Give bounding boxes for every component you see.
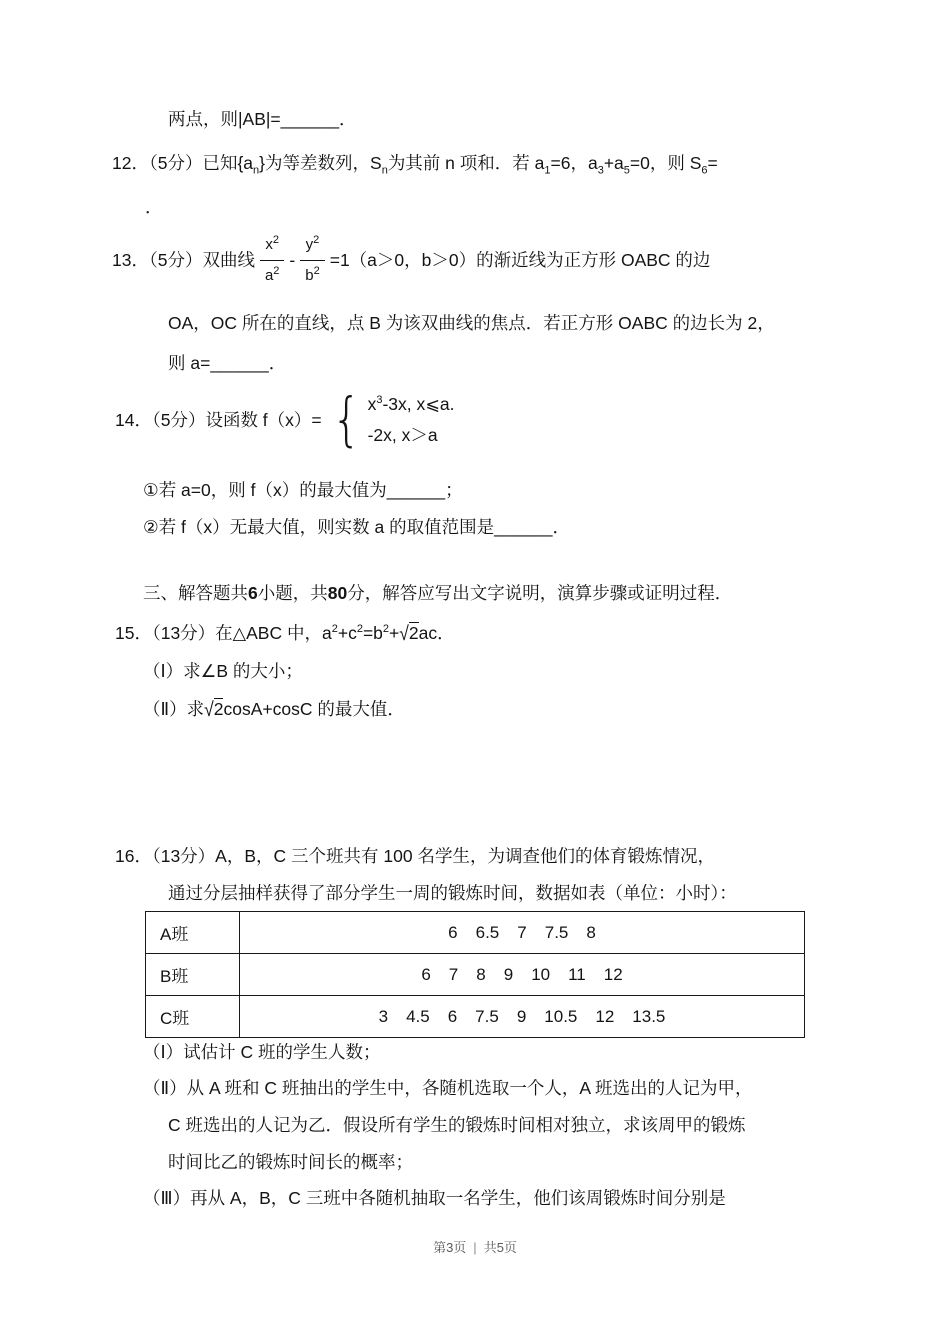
exponent: 2 xyxy=(356,623,363,636)
question-16-part-3 xyxy=(143,1185,726,1211)
text-run: （Ⅱ）求 xyxy=(143,699,205,719)
denominator xyxy=(260,261,284,290)
footer-total-pages: 共5页 xyxy=(483,1240,517,1255)
row-values xyxy=(240,954,805,996)
text-run: （Ⅲ）再从 A，B，C 三班中各随机抽取一名学生，他们该周锻炼时间分别是 xyxy=(143,1188,726,1208)
text-run: 12．（5分）已知{a xyxy=(112,153,254,173)
text-run: 14．（5分）设函数 f（x）= xyxy=(115,410,322,430)
radicand: 2 xyxy=(213,699,224,719)
text-run: OA，OC 所在的直线，点 B 为该双曲线的焦点．若正方形 OABC 的边长为 2， xyxy=(168,313,775,333)
cell-value: 7 xyxy=(448,964,459,984)
text-run: ． xyxy=(145,197,163,217)
text-run: （Ⅰ）试估计 C 班的学生人数； xyxy=(143,1042,381,1062)
section-3-heading xyxy=(143,580,732,606)
exponent: 2 xyxy=(313,233,320,246)
text-run: 两点，则|AB|=______． xyxy=(168,109,357,129)
fraction-y2-b2 xyxy=(300,231,324,290)
cell-value: 9 xyxy=(516,1006,527,1026)
sqrt-2 xyxy=(204,696,223,722)
text-run: +c xyxy=(337,623,357,643)
cell-value: 7.5 xyxy=(544,922,569,942)
cell-value: 4.5 xyxy=(406,1006,430,1026)
page-footer xyxy=(0,1237,950,1256)
fraction-x2-a2 xyxy=(260,231,284,290)
cell-value: 6 xyxy=(447,1006,458,1026)
cell-value: 6 xyxy=(448,922,458,942)
cell-value: 12 xyxy=(595,1006,615,1026)
cell-value: 7.5 xyxy=(475,1006,499,1026)
question-15 xyxy=(115,620,455,646)
text-run: =6，a xyxy=(550,153,598,173)
question-13-line-3 xyxy=(168,350,286,376)
table-row-a xyxy=(146,912,805,954)
subscript: 1 xyxy=(544,164,551,177)
question-12-continuation xyxy=(145,194,163,220)
cell-value: 6 xyxy=(421,964,431,984)
question-12 xyxy=(112,150,718,176)
text-run: x xyxy=(265,235,273,253)
question-14-part-1 xyxy=(143,477,463,503)
exponent: 2 xyxy=(313,264,320,277)
text-run: =1（a＞0，b＞0）的渐近线为正方形 OABC 的边 xyxy=(329,250,711,270)
text-run: 15．（13分）在△ABC 中，a xyxy=(115,623,332,643)
row-label: C班 xyxy=(146,996,240,1038)
text-run: 小题，共 xyxy=(257,583,328,603)
cell-value: 12 xyxy=(603,964,623,984)
cell-value: 8 xyxy=(586,922,596,942)
text-run: ac． xyxy=(418,623,455,643)
table-row-c xyxy=(146,996,805,1038)
cell-value: 9 xyxy=(503,964,514,984)
exponent: 2 xyxy=(272,233,279,246)
cell-value: 10 xyxy=(531,964,551,984)
text-run: 16．（13分）A，B，C 三个班共有 100 名学生，为调查他们的体育锻炼情况， xyxy=(115,846,715,866)
text-run: 三、解答题共 xyxy=(143,583,248,603)
text-run: 为其前 n 项和．若 a xyxy=(387,153,545,173)
row-values xyxy=(240,996,805,1038)
text-run: + xyxy=(389,623,400,643)
question-16-line-1 xyxy=(115,843,715,869)
text-run: -3x, x⩽a. xyxy=(382,394,455,414)
cell-value: 13.5 xyxy=(632,1006,666,1026)
exponent: 2 xyxy=(331,623,338,636)
text-run: （Ⅰ）求∠B 的大小； xyxy=(143,661,303,681)
left-brace: { xyxy=(331,385,361,454)
case-1 xyxy=(368,389,455,420)
piecewise-cases xyxy=(368,389,455,451)
radical-symbol: √ xyxy=(204,697,214,721)
footer-page-number: 第3页 xyxy=(433,1240,467,1255)
row-label: A班 xyxy=(146,912,240,954)
text-run: }为等差数列，S xyxy=(259,153,382,173)
text-run: ①若 a=0，则 f（x）的最大值为______； xyxy=(143,480,463,500)
text-run: =b xyxy=(362,623,383,643)
text-run: 通过分层抽样获得了部分学生一周的锻炼时间，数据如表（单位：小时）： xyxy=(168,883,737,903)
text-run: 时间比乙的锻炼时间长的概率； xyxy=(168,1152,413,1172)
text-run: 分，解答应写出文字说明，演算步骤或证明过程． xyxy=(347,583,733,603)
text-run: 13．（5分）双曲线 xyxy=(112,250,255,270)
subscript: n xyxy=(381,164,388,177)
exercise-time-table xyxy=(145,911,805,1038)
numerator xyxy=(260,231,284,261)
text-run: a xyxy=(264,266,274,284)
text-run: C 班选出的人记为乙．假设所有学生的锻炼时间相对独立，求该周甲的锻炼 xyxy=(168,1115,746,1135)
text-run: =0，则 S xyxy=(629,153,702,173)
row-label: B班 xyxy=(146,954,240,996)
text-run: = xyxy=(707,153,718,173)
cell-value: 10.5 xyxy=(544,1006,578,1026)
count-bold: 6 xyxy=(248,583,258,603)
question-14 xyxy=(115,386,454,454)
question-16-line-2 xyxy=(168,880,737,906)
text-run: （Ⅱ）从 A 班和 C 班抽出的学生中，各随机选取一个人，A 班选出的人记为甲， xyxy=(143,1078,753,1098)
exponent: 2 xyxy=(273,264,280,277)
radical-symbol: √ xyxy=(399,621,409,645)
cell-value: 6.5 xyxy=(475,922,500,942)
question-11-continuation xyxy=(168,106,357,132)
cell-value: 11 xyxy=(568,964,586,984)
radicand: 2 xyxy=(408,623,419,643)
cell-value: 8 xyxy=(476,964,486,984)
text-run: y xyxy=(305,235,314,253)
sqrt-2 xyxy=(399,620,418,646)
question-16-part-1 xyxy=(143,1039,381,1065)
subscript: 6 xyxy=(701,164,708,177)
cell-value: 3 xyxy=(378,1006,389,1026)
question-13-line-1 xyxy=(112,228,710,292)
denominator xyxy=(300,261,324,290)
table-row-b xyxy=(146,954,805,996)
subscript: 5 xyxy=(623,164,630,177)
question-15-part-1 xyxy=(143,658,303,684)
question-16-part-2-line-1 xyxy=(143,1075,752,1101)
text-run: b xyxy=(305,266,314,284)
text-run: 则 a=______． xyxy=(168,353,287,373)
footer-separator: | xyxy=(473,1240,477,1255)
numerator xyxy=(300,231,324,261)
text-run: +a xyxy=(603,153,624,173)
question-13-line-2 xyxy=(168,310,775,336)
row-values xyxy=(240,912,805,954)
exponent: 3 xyxy=(376,394,383,407)
text-run: x xyxy=(367,394,377,414)
question-16-part-2-line-3 xyxy=(168,1149,413,1175)
question-16-part-2-line-2 xyxy=(168,1112,746,1138)
subscript: 3 xyxy=(597,164,604,177)
text-run: ②若 f（x）无最大值，则实数 a 的取值范围是______． xyxy=(143,517,571,537)
exponent: 2 xyxy=(382,623,390,636)
text-run: cosA+cosC 的最大值． xyxy=(223,699,405,719)
subscript: n xyxy=(253,164,260,177)
question-15-part-2 xyxy=(143,696,405,722)
case-2: -2x, x＞a xyxy=(367,425,438,445)
points-bold: 80 xyxy=(327,583,348,603)
cell-value: 7 xyxy=(517,922,527,942)
minus-sign: - xyxy=(289,250,296,270)
question-14-part-2 xyxy=(143,514,570,540)
